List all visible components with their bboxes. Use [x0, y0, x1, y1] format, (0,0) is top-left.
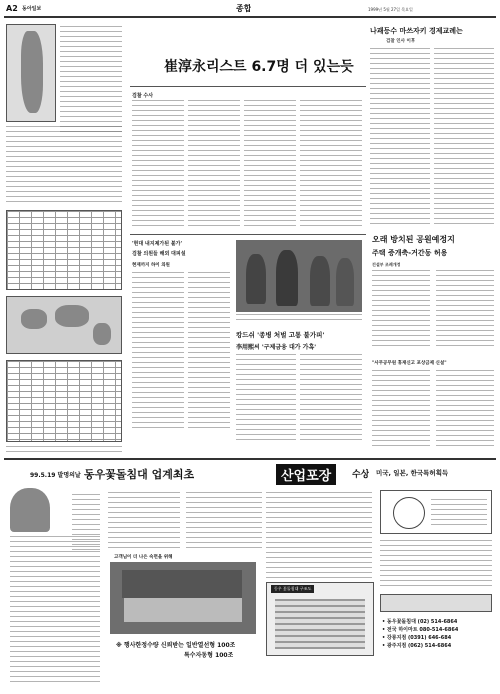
weather-text-lower — [6, 126, 122, 206]
ad-text-left — [10, 536, 100, 684]
lead-col-4 — [300, 100, 362, 230]
ad-phone-3: • 강릉지점 (0391) 646-684 — [382, 635, 452, 641]
kandesh-headline: 캉드쉬 '종병 처벌 고통 불가피' — [236, 331, 325, 339]
advisory-title: "사무공무원 휴재신고 포상금제 신설" — [372, 361, 447, 366]
ad-text-col-4 — [266, 492, 372, 578]
lead-headline: 崔淳永리스트 6.7명 더 있는듯 — [164, 59, 354, 75]
world-map — [6, 296, 122, 354]
ad-portrait — [10, 488, 50, 532]
ad-promo-line2: 특수자동형 100조 — [184, 652, 234, 659]
ad-phone-2: • 전국 하이마트 080-514-6864 — [382, 627, 459, 633]
ad-logo-box — [380, 490, 492, 534]
right-top-headline: 나괘등수 마쓰자키 경제교례는 — [370, 27, 463, 35]
right-top-col-2 — [434, 48, 494, 226]
middle-box-line: 현재까지 하이 의원 — [132, 263, 170, 268]
ad-bed-photo — [110, 562, 256, 634]
kandesh-subhead: 李用熙씨 '구제금융 대가 가혹' — [236, 344, 317, 351]
park-subhead: 주택 증개축-거간동 허용 — [372, 249, 448, 257]
weather-text — [60, 26, 122, 136]
ad-diagram-label: 동우 꽃돌침대 구조도 — [271, 585, 314, 593]
middle-col-1 — [132, 272, 184, 432]
ad-subhead: 고객님이 더 나은 숙면을 위해 — [114, 555, 173, 560]
ad-text-right — [380, 540, 492, 590]
right-top-subhead: 검찰 인사 이후 — [386, 39, 416, 44]
lead-col-3 — [244, 100, 296, 230]
middle-col-2 — [188, 272, 230, 432]
ad-promo-line1: ※ 행사한정수량 신뢰받는 일반열선형 100조 — [116, 642, 236, 649]
ad-diagram — [266, 582, 374, 656]
masthead-date: 1999년 5월 27일 목요일 — [368, 7, 413, 12]
kandesh-col-1 — [236, 354, 296, 444]
map-land — [21, 31, 43, 113]
middle-box-sub: 검찰 의원들 해외 대피설 — [132, 251, 186, 257]
section-name: 종합 — [236, 4, 252, 13]
weather-table — [6, 210, 122, 290]
park-credit: 건설부 조례개정 — [372, 262, 401, 267]
ad-brand: 동우꽃돌침대 업계최초 — [84, 468, 195, 481]
park-col-1 — [372, 270, 430, 350]
ad-extra: 미국, 일본, 한국특허획득 — [376, 469, 449, 477]
photo-caption — [236, 314, 362, 324]
left-footer-text — [6, 446, 122, 456]
lead-rule — [130, 86, 366, 87]
middle-box-title: '현대 내지제가된 불가' — [132, 241, 183, 247]
park-col-2 — [436, 270, 494, 350]
ad-lead-in: 99.5.19 발명의날 — [30, 472, 81, 479]
advertisement — [4, 462, 496, 688]
paper-name: 동아일보 — [22, 6, 42, 12]
page-number: A2 — [6, 4, 18, 13]
right-top-col-1 — [370, 48, 430, 226]
advisory-col-2 — [436, 370, 494, 448]
masthead — [0, 0, 500, 18]
lead-col-1 — [132, 100, 184, 228]
ad-phone-1: • 동우꽃돌침대 (02) 514-6864 — [382, 619, 458, 625]
ad-text-col-3 — [186, 492, 262, 548]
masthead-rule — [4, 16, 496, 18]
tide-table — [6, 360, 122, 442]
lead-col-2 — [188, 100, 240, 230]
advisory-col-1 — [372, 370, 430, 448]
ad-award: 산업포장 — [276, 464, 336, 485]
news-photo — [236, 240, 362, 312]
ad-text-col-2 — [108, 492, 180, 548]
kandesh-col-2 — [300, 354, 362, 444]
ad-award-suffix: 수상 — [352, 470, 370, 480]
korea-map — [6, 24, 56, 122]
middle-rule — [130, 234, 366, 235]
ad-rule — [4, 458, 496, 460]
ad-info-box — [380, 594, 492, 612]
ad-phone-4: • 광주지점 (062) 514-6864 — [382, 643, 452, 649]
park-headline: 오래 방치된 공원예정지 — [372, 235, 455, 244]
lead-subhead: 검찰 수사 — [132, 93, 154, 99]
